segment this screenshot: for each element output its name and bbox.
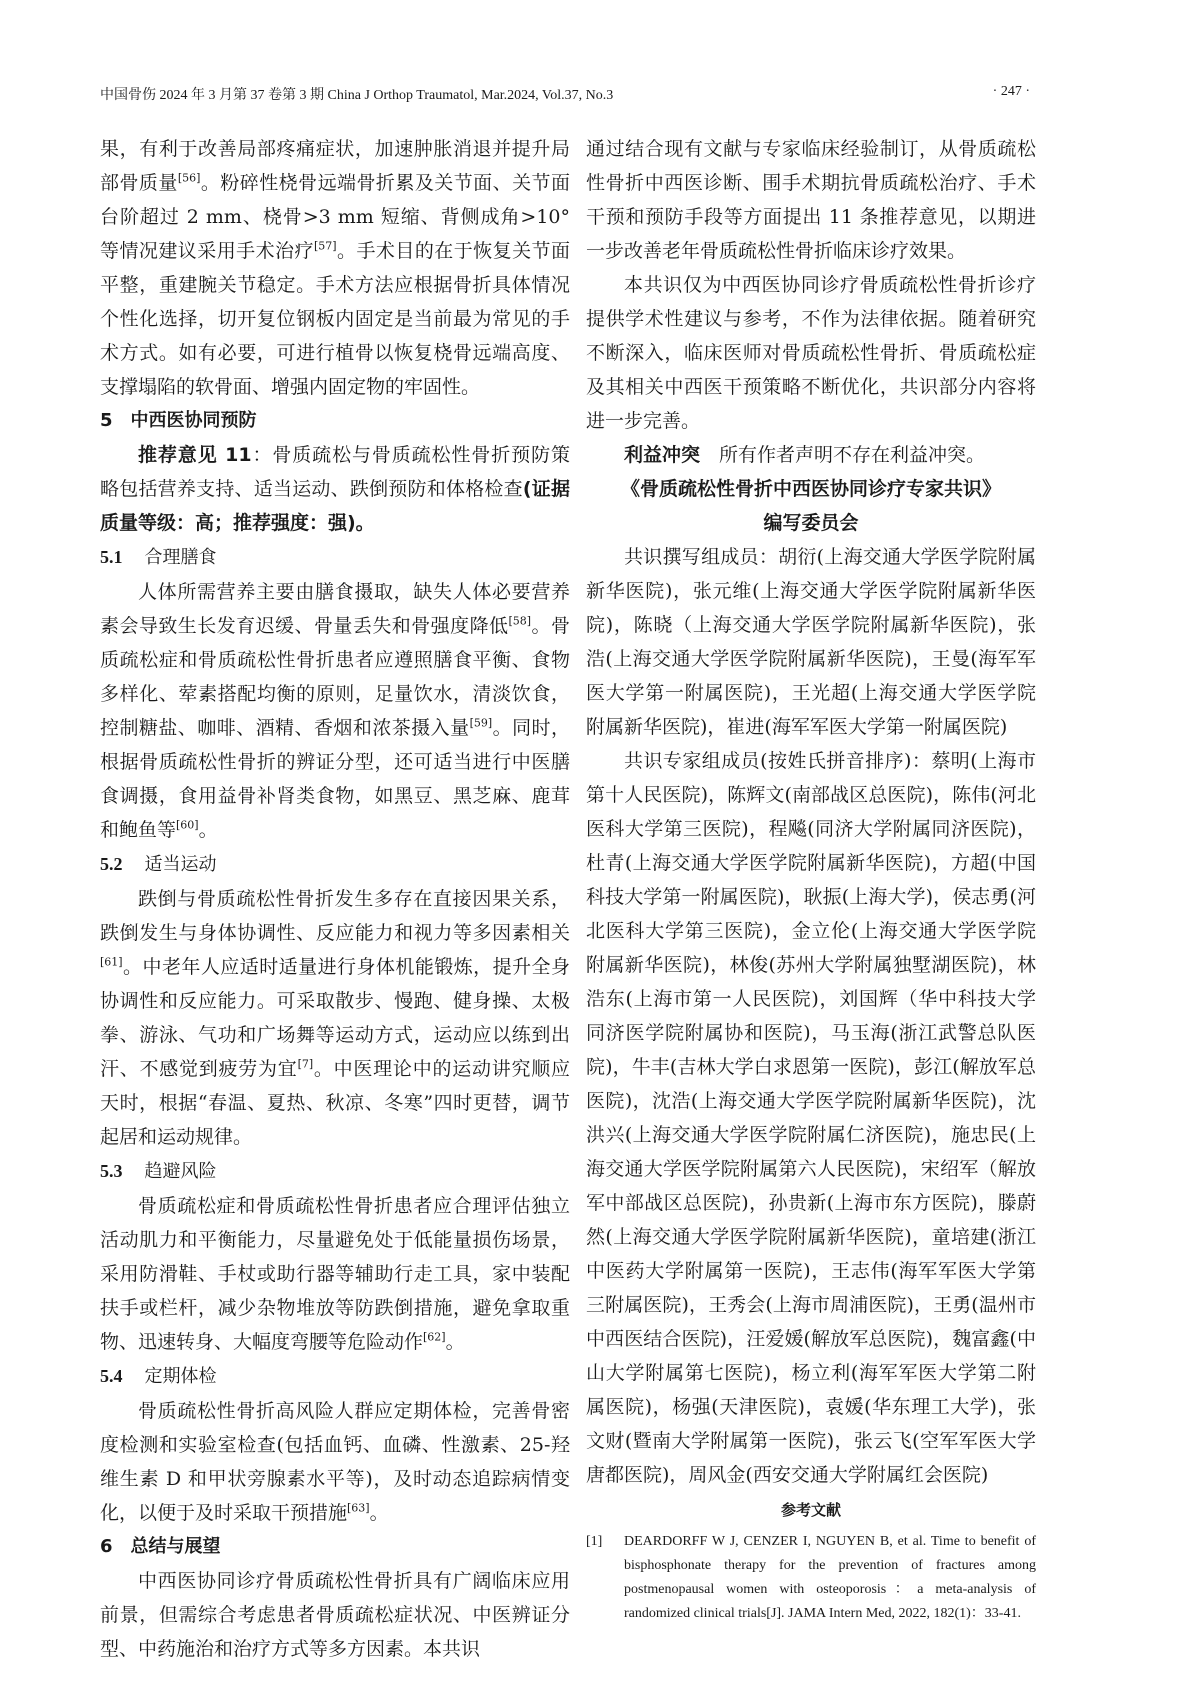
citation[interactable]: [7] (297, 1057, 314, 1071)
citation[interactable]: [60] (176, 818, 199, 832)
references-heading: 参考文献 (780, 1501, 841, 1519)
subsection-heading-5-4: 5.4 定期体检 (100, 1366, 217, 1387)
paragraph: 中西医协同诊疗骨质疏松性骨折具有广阔临床应用前景，但需综合考虑患者骨质疏松症状况、中医辨证分型、中药施治和治疗方式等多方因素。本共识 (100, 1570, 570, 1660)
paragraph: 骨质疏松性骨折高风险人群应定期体检，完善骨密度检测和实验室检查(包括血钙、血磷、性激素、25-羟维生素 D 和甲状旁腺素水平等)，及时动态追踪病情变化，以便于及时采取干预措施[63]。 (100, 1400, 570, 1524)
experts-list: 共识专家组成员(按姓氏拼音排序)：蔡明(上海市第十人民医院)，陈辉文(南部战区总医院)，陈伟(河北医科大学第三医院)，程飚(同济大学附属同济医院)，杜青(上海交通大学医学院附属新华医院)，方超(中国科技大学第一附属医院)，耿振(上海大学)，侯志勇(河北医科大学第三医院)，金立伦(上海交通大学医学院附属新华医院)，林俊(苏州大学附属独墅湖医院)，林浩东(上海市第一人民医院)，刘国辉（华中科技大学同济医学院附属协和医院)，马玉海(浙江武警总队医院)，牛丰(吉林大学白求恩第一医院)，彭江(解放军总医院)，沈浩(上海交通大学医学院附属新华医院)，沈洪兴(上海交通大学医学院附属仁济医院)，施忠民(上海交通大学医学院附属第六人民医院)，宋绍军（解放军中部战区总医院)，孙贵新(上海市东方医院)，滕蔚然(上海交通大学医学院附属新华医院)，童培建(浙江中医药大学附属第一医院)，王志伟(海军军医大学第三附属医院)，王秀会(上海市周浦医院)，王勇(温州市中西医结合医院)，汪爱媛(解放军总医院)，魏富鑫(中山大学附属第七医院)，杨立利(海军军医大学第二附属医院)，杨强(天津医院)，袁媛(华东理工大学)，张文财(暨南大学附属第一医院)，张云飞(空军军医大学唐都医院)，周风金(西安交通大学附属红会医院) (586, 750, 1036, 1486)
running-header (100, 84, 1030, 108)
citation[interactable]: [57] (313, 239, 337, 253)
left-column (100, 132, 570, 1666)
committee-subtitle: 编写委员会 (763, 512, 859, 534)
paragraph: 跌倒与骨质疏松性骨折发生多存在直接因果关系，跌倒发生与身体协调性、反应能力和视力等多因素相关[61]。中老年人应适时适量进行身体机能锻炼，提升全身协调性和反应能力。可采取散步、慢跑、健身操、太极拳、游泳、气功和广场舞等运动方式，运动应以练到出汗、不感觉到疲劳为宜[7]。中医理论中的运动讲究顺应天时，根据“春温、夏热、秋凉、冬寒”四时更替，调节起居和运动规律。 (100, 888, 570, 1148)
section-heading-6: 6 总结与展望 (100, 1536, 221, 1557)
page-number: · 247 · (992, 84, 1030, 99)
journal-info: 中国骨伤 2024 年 3 月第 37 卷第 3 期 China J Orthop Traumatol, Mar.2024, Vol.37, No.3 (100, 88, 614, 103)
subsection-heading-5-2: 5.2 适当运动 (100, 854, 217, 875)
writers-list: 共识撰写组成员：胡衍(上海交通大学医学院附属新华医院)，张元维(上海交通大学医学院附属新华医院)，陈晓（上海交通大学医学院附属新华医院)，张浩(上海交通大学医学院附属新华医院)，王曼(海军军医大学第一附属医院)，王光超(上海交通大学医学院附属新华医院)，崔进(海军军医大学第一附属医院) (586, 546, 1036, 738)
reference-text: DEARDORFF W J, CENZER I, NGUYEN B, et al. Time to benefit of bisphosphonate therapy for the prevention of fractures among postmenopausal women with osteoporosis：a meta-analysis of randomized clinical trials[J]. JAMA Intern Med, 2022, 182(1)：33-41. (624, 1534, 1036, 1621)
citation[interactable]: [63] (347, 1501, 370, 1515)
reference-item (586, 1530, 1036, 1626)
citation[interactable]: [59] (469, 716, 493, 730)
citation[interactable]: [58] (508, 614, 532, 628)
citation[interactable]: [62] (423, 1330, 446, 1344)
citation[interactable]: [56] (177, 171, 201, 185)
conflict-of-interest: 利益冲突 所有作者声明不存在利益冲突。 (624, 444, 986, 466)
committee-title: 《骨质疏松性骨折中西医协同诊疗专家共识》 (620, 478, 1001, 500)
citation[interactable]: [61] (100, 955, 123, 969)
recommendation: 推荐意见 11：骨质疏松与骨质疏松性骨折预防策略包括营养支持、适当运动、跌倒预防和体格检查(证据质量等级：高；推荐强度：强)。 (100, 444, 570, 534)
paragraph: 骨质疏松症和骨质疏松性骨折患者应合理评估独立活动肌力和平衡能力，尽量避免处于低能量损伤场景，采用防滑鞋、手杖或助行器等辅助行走工具，家中装配扶手或栏杆，减少杂物堆放等防跌倒措施，避免拿取重物、迅速转身、大幅度弯腰等危险动作[62]。 (100, 1195, 570, 1353)
paragraph: 果，有利于改善局部疼痛症状，加速肿胀消退并提升局部骨质量[56]。粉碎性桡骨远端骨折累及关节面、关节面台阶超过 2 mm、桡骨>3 mm 短缩、背侧成角>10°等情况建议采用手术治疗[57]。手术目的在于恢复关节面平整，重建腕关节稳定。手术方法应根据骨折具体情况个性化选择，切开复位钢板内固定是当前最为常见的手术方式。如有必要，可进行植骨以恢复桡骨远端高度、支撑塌陷的软骨面、增强内固定物的牢固性。 (100, 138, 570, 398)
paragraph: 本共识仅为中西医协同诊疗骨质疏松性骨折诊疗提供学术性建议与参考，不作为法律依据。随着研究不断深入，临床医师对骨质疏松性骨折、骨质疏松症及其相关中西医干预策略不断优化，共识部分内容将进一步完善。 (586, 274, 1036, 432)
right-column (586, 132, 1036, 1626)
paragraph: 人体所需营养主要由膳食摄取，缺失人体必要营养素会导致生长发育迟缓、骨量丢失和骨强度降低[58]。骨质疏松症和骨质疏松性骨折患者应遵照膳食平衡、食物多样化、荤素搭配均衡的原则，足量饮水，清淡饮食，控制糖盐、咖啡、酒精、香烟和浓茶摄入量[59]。同时，根据骨质疏松性骨折的辨证分型，还可适当进行中医膳食调摄，食用益骨补肾类食物，如黑豆、黑芝麻、鹿茸和鲍鱼等[60]。 (100, 581, 570, 841)
subsection-heading-5-3: 5.3 趋避风险 (100, 1161, 217, 1182)
paragraph: 通过结合现有文献与专家临床经验制订，从骨质疏松性骨折中西医诊断、围手术期抗骨质疏松治疗、手术干预和预防手段等方面提出 11 条推荐意见，以期进一步改善老年骨质疏松性骨折临床诊疗效果。 (586, 138, 1036, 262)
section-heading-5: 5 中西医协同预防 (100, 410, 257, 431)
subsection-heading-5-1: 5.1 合理膳食 (100, 547, 217, 568)
reference-number: [1] (586, 1534, 603, 1549)
